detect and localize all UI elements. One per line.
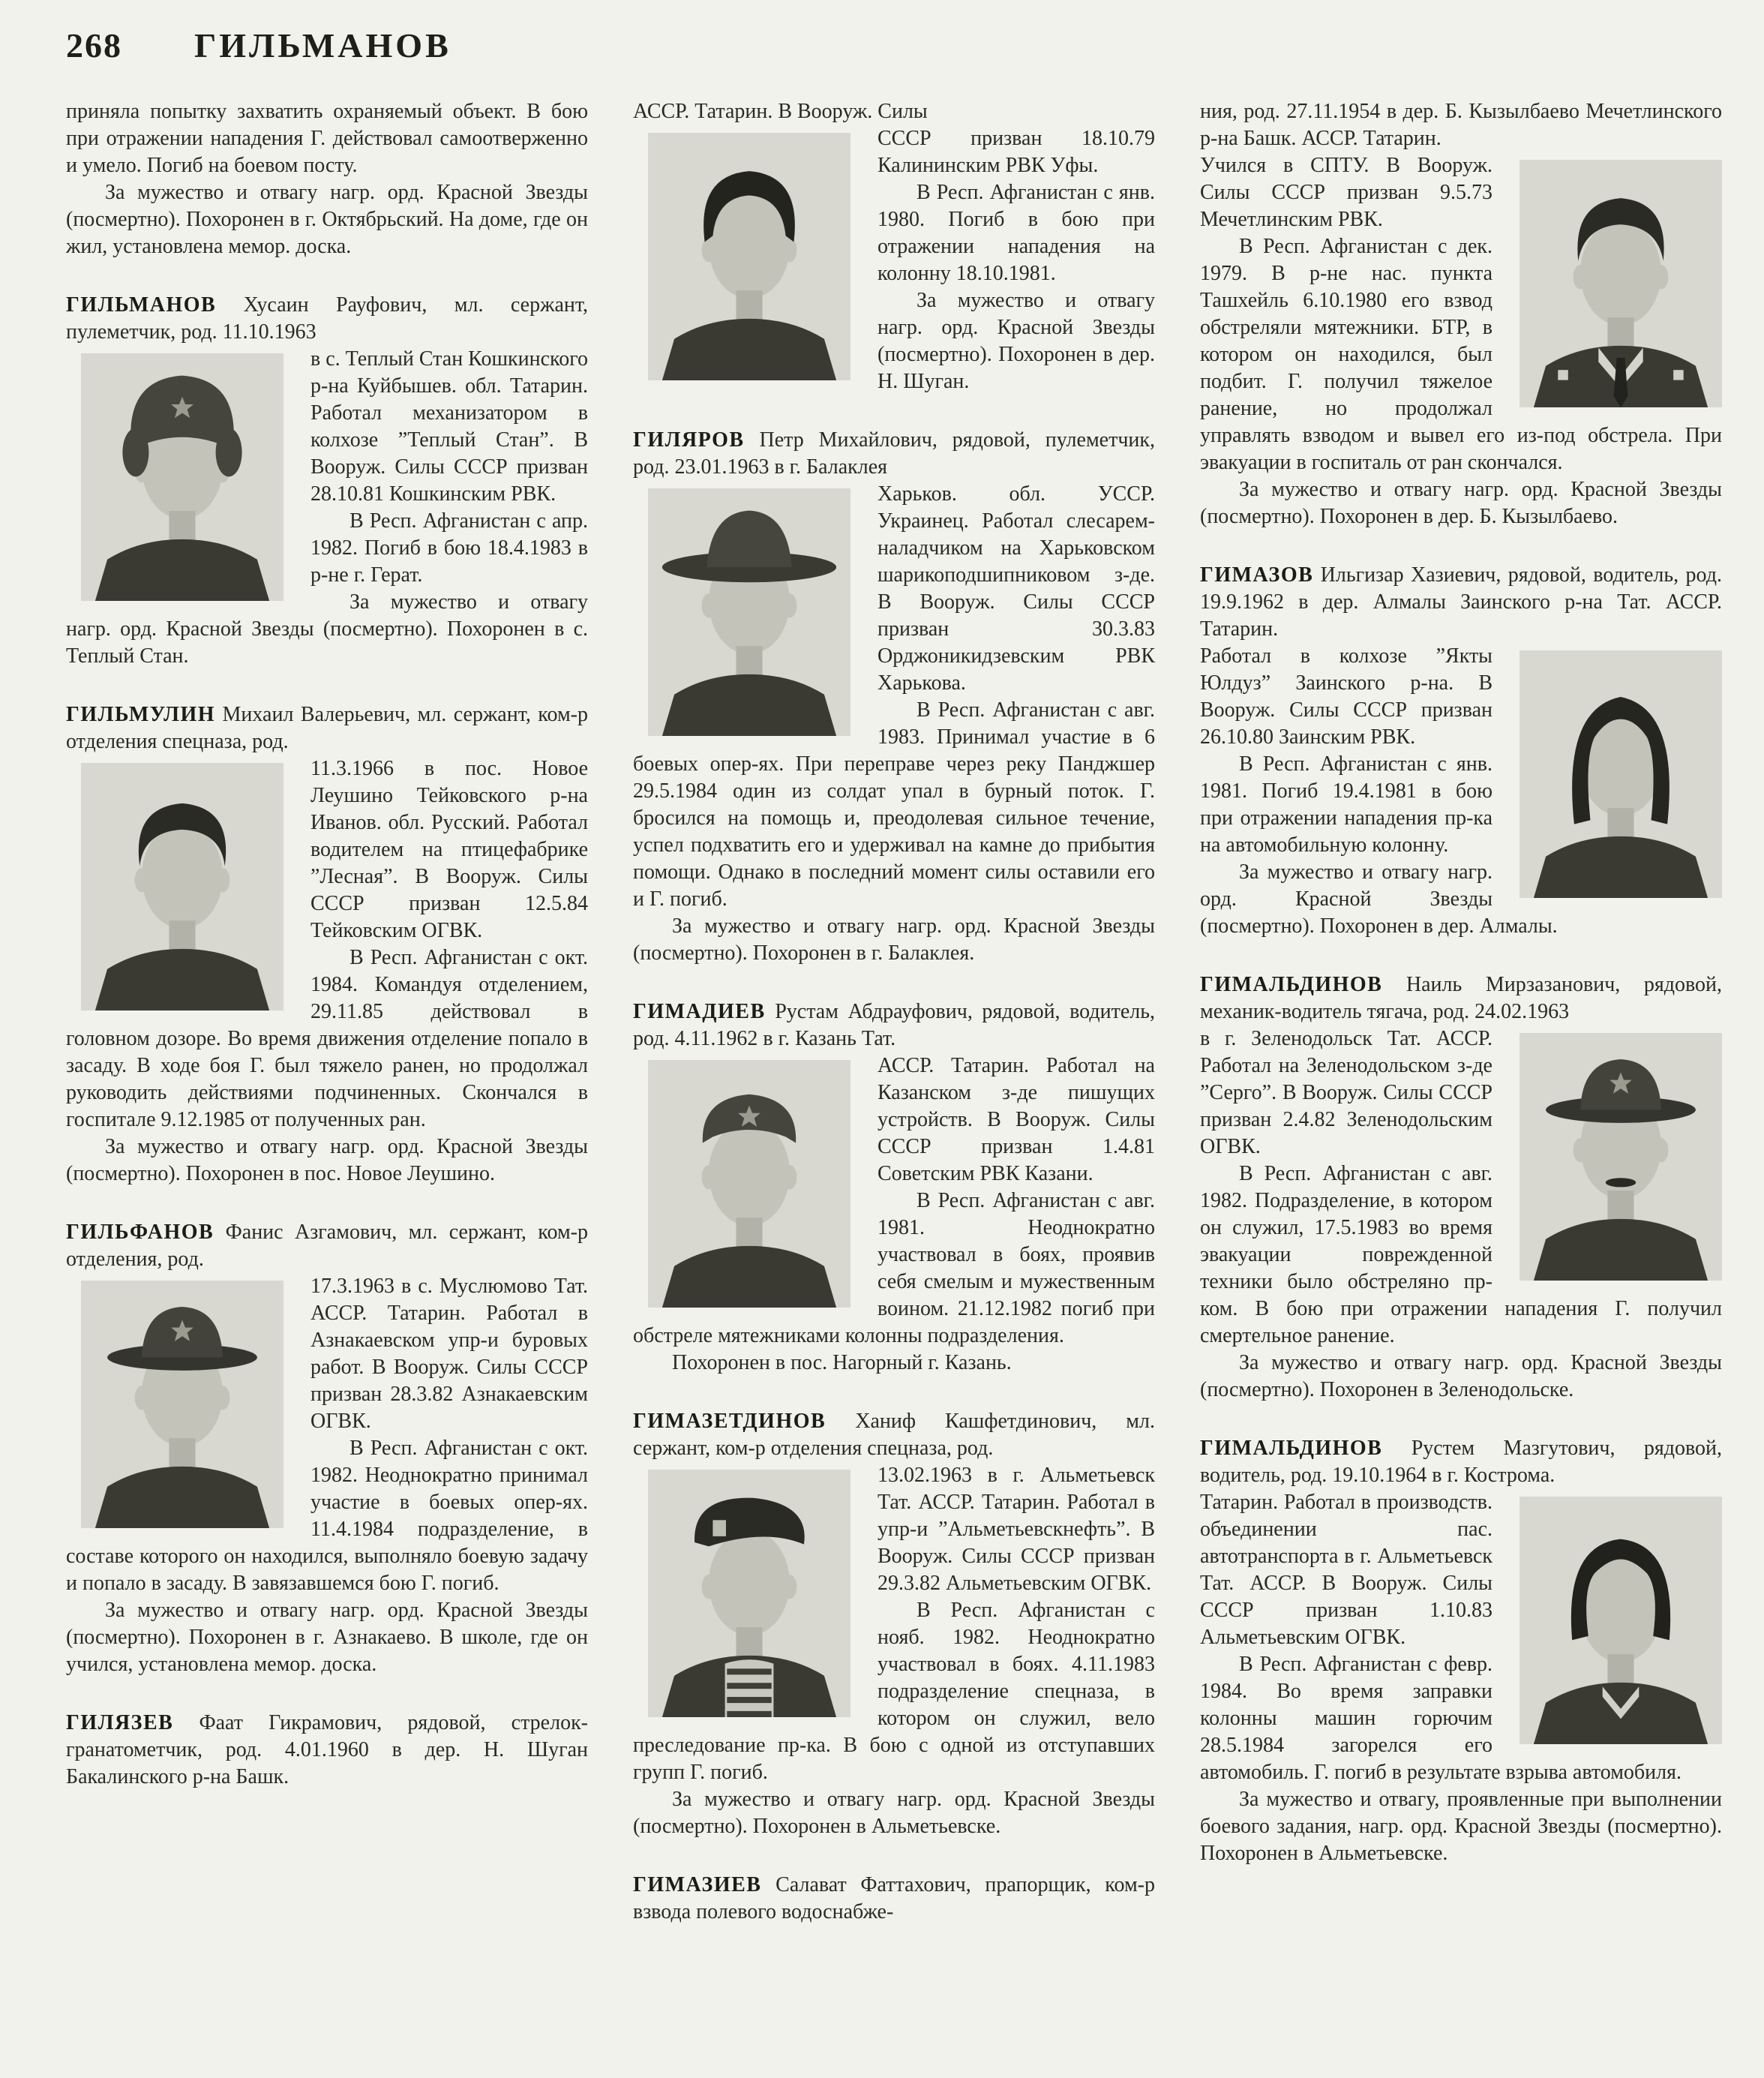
column-3 (1200, 98, 1722, 1867)
entry-text: 17.3.1963 в с. Муслюмово Тат. АССР. Татарин. Работал в Азнакаевском упр-и буровых работ. В Вооруж. Силы СССР призван 28.3.82 Азнакаевским ОГВК. (310, 1275, 588, 1433)
entry-text: В Респ. Афганистан с апр. 1982. Погиб в бою 18.4.1983 в р-не г. Герат. (310, 509, 588, 587)
entry-gimaldinov-nail (1200, 971, 1722, 1404)
portrait-photo (81, 763, 284, 1010)
entry-text: В Респ. Афганистан с авг. 1983. Принимал участие в 6 боевых опер-ях. При переправе через реку Панджшер 29.5.1984 один из солдат упал в бурный поток. Г. бросился на помощь и, преодолевая сильное течение, успел подхватить его и удерживал на камне до прибытия помощи. Однако в последний момент силы оставили его и Г. погиб. (633, 698, 1155, 911)
entry-text: В Респ. Афганистан с дек. 1979. В р-не нас. пункта Ташхейль 6.10.1980 его взвод обстреляли мятежники. БТР, в котором он находился, был подбит. Г. получил тяжелое ранение, но продолжал управлять взводом и вывел его из-под обстрела. При эвакуации в госпиталь от ран скончался. (1200, 235, 1722, 474)
entry-gimazetdinov (633, 1408, 1155, 1840)
portrait-photo (648, 133, 850, 380)
entry-text: В Респ. Афганистан с авг. 1981. Неоднократно участвовал в боях, проявив себя смелым и мужественным воином. 21.12.1982 погиб при обстреле мятежниками колонны подразделения. (633, 1189, 1155, 1347)
entry-gilyazev-start (66, 1710, 588, 1791)
entry-text: Харьков. обл. УССР. Украинец. Работал слесарем-наладчиком на Харьковском шарикоподшипниковом з-де. В Вооруж. Силы СССР призван 30.3.83 Орджоникидзевским РВК Харькова. (878, 482, 1155, 695)
entry-text: За мужество и отвагу нагр. орд. Красной Звезды (посмертно). Похоронен в дер. Н. Шуган. (878, 289, 1155, 393)
entry-head-text: Рустам Абдрауфович, рядовой, водитель, род. 4.11.1962 в г. Казань Тат. (633, 1000, 1155, 1050)
entry-flow (66, 1273, 588, 1678)
entry-heading (66, 1219, 588, 1273)
portrait-photo (81, 1281, 284, 1528)
entry-heading (1200, 1435, 1722, 1489)
entry-gimaziev-continued (1200, 98, 1722, 530)
entry-text: За мужество и отвагу нагр. орд. Красной Звезды (посмертно). Похоронен в пос. Новое Леушино. (66, 1135, 588, 1185)
entry-name: ГИМАЗОВ (1200, 563, 1314, 587)
entry-gimadiev (633, 998, 1155, 1377)
entry-head-text: Михаил Валерьевич, мл. сержант, ком-р отделения спецназа, род. (66, 703, 588, 753)
entry-text: В Респ. Афганистан с янв. 1981. Погиб 19.4.1981 в бою при отражении нападения пр-ка на автомобильную колонну. (1200, 752, 1492, 857)
entry-text: За мужество и отвагу нагр. орд. Красной Звезды (посмертно). Похоронен в г. Балаклея. (633, 914, 1155, 965)
running-title: ГИЛЬМАНОВ (194, 26, 452, 65)
entry-gimaldinov-rustem (1200, 1435, 1722, 1867)
entry-text: Работал в колхозе ”Якты Юлдуз” Заинского р-на. В Вооруж. Силы СССР призван 26.10.80 Заинским РВК. (1200, 644, 1492, 749)
entry-gilmulin (66, 701, 588, 1188)
portrait-photo (648, 488, 850, 736)
column-1 (66, 98, 588, 1791)
entry-flow (633, 1462, 1155, 1840)
entry-text: Похоронен в пос. Нагорный г. Казань. (672, 1351, 1012, 1374)
entry-flow (66, 346, 588, 670)
entry-name: ГИЛЬМУЛИН (66, 703, 216, 726)
entry-gimaziev-start (633, 1872, 1155, 1926)
entry-text: АССР. Татарин. Работал на Казанском з-де пишущих устройств. В Вооруж. Силы СССР призван 1.4.81 Советским РВК Казани. (878, 1054, 1155, 1185)
entry-text: в г. Зеленодольск Тат. АССР. Работал на Зеленодольском з-де ”Серго”. В Вооруж. Силы СССР призван 2.4.82 Зеленодольским ОГВК. (1200, 1027, 1492, 1158)
entry-text: В Респ. Афганистан с авг. 1982. Подразделение, в котором он служил, 17.5.1983 во время эвакуации поврежденной техники было обстреляно пр-ком. В бою при отражении нападения Г. получил смертельное ранение. (1200, 1162, 1722, 1347)
page-header (66, 26, 1722, 65)
entry-name: ГИМАДИЕВ (633, 1000, 766, 1023)
entry-text: За мужество и отвагу нагр. орд. Красной Звезды (посмертно). Похоронен в г. Октябрьский. На доме, где он жил, установлена мемор. доска. (66, 181, 588, 258)
entry-flow (1200, 152, 1722, 530)
entry-head-text: Петр Михайлович, рядовой, пулеметчик, род. 23.01.1963 в г. Балаклея (633, 428, 1155, 479)
entry-text: ния, род. 27.11.1954 в дер. Б. Кызылбаево Мечетлинского р-на Башк. АССР. Татарин. (1200, 100, 1722, 150)
entry-heading (1200, 971, 1722, 1025)
entry-heading (633, 427, 1155, 481)
entry-name: ГИМАЛЬДИНОВ (1200, 973, 1383, 996)
entry-text: в с. Теплый Стан Кошкинского р-на Куйбышев. обл. Татарин. Работал механизатором в колхозе ”Теплый Стан”. В Вооруж. Силы СССР призван 28.10.81 Кошкинским РВК. (310, 347, 588, 506)
entry-gilyarov (633, 427, 1155, 967)
entry-gimazov (1200, 562, 1722, 940)
entry-name: ГИЛЯРОВ (633, 428, 745, 452)
portrait-photo (1520, 160, 1722, 407)
entry-text: АССР. Татарин. В Вооруж. Силы (633, 100, 928, 123)
entry-text: приняла попытку захватить охраняемый объект. В бою при отражении нападения Г. действовал самоотверженно и умело. Погиб на боевом посту. (66, 100, 588, 177)
entry-name: ГИЛЬФАНОВ (66, 1221, 214, 1244)
entry-text: 11.3.1966 в пос. Новое Леушино Тейковского р-на Иванов. обл. Русский. Работал водителем на птицефабрике ”Лесная”. В Вооруж. Силы СССР призван 12.5.84 Тейковским ОГВК. (310, 757, 588, 942)
portrait-photo (648, 1060, 850, 1308)
entry-heading (66, 1710, 588, 1791)
columns (66, 98, 1722, 1926)
entry-flow (1200, 1025, 1722, 1404)
carryover-entry (66, 98, 588, 260)
entry-head-text: Фаат Гикрамович, рядовой, стрелок-гранатометчик, род. 4.01.1960 в дер. Н. Шуган Бакалинского р-на Башк. (66, 1711, 588, 1788)
entry-head-text: Ханиф Кашфетдинович, мл. сержант, ком-р отделения спецназа, род. (633, 1410, 1155, 1460)
entry-heading (633, 1872, 1155, 1926)
entry-head-text: Фанис Азгамович, мл. сержант, ком-р отделения, род. (66, 1221, 588, 1271)
entry-name: ГИЛЬМАНОВ (66, 293, 217, 317)
entry-heading (633, 1408, 1155, 1462)
column-2 (633, 98, 1155, 1926)
entry-flow (633, 125, 1155, 395)
entry-name: ГИЛЯЗЕВ (66, 1711, 174, 1734)
entry-text: За мужество и отвагу нагр. орд. Красной Звезды (посмертно). Похоронен в г. Азнакаево. В школе, где он учился, установлена мемор. доска. (66, 1599, 588, 1676)
entry-text: В Респ. Афганистан с февр. 1984. Во время заправки колонны машин горючим 28.5.1984 загорелся его автомобиль. Г. погиб в результате взрыва автомобиля. (1200, 1653, 1682, 1784)
entry-flow (633, 481, 1155, 967)
entry-flow (1200, 643, 1722, 940)
entry-text: В Респ. Афганистан с нояб. 1982. Неоднократно участвовал в боях. 4.11.1983 подразделение спецназа, в котором он служил, вело преследование пр-ка. В бою с одной из отступавших групп Г. погиб. (633, 1599, 1155, 1784)
entry-text: СССР призван 18.10.79 Калининским РВК Уфы. (878, 127, 1155, 177)
portrait-photo (81, 353, 284, 601)
entry-text: Татарин. Работал в производств. объединении пас. автотранспорта в г. Альметьевск Тат. АССР. В Вооруж. Силы СССР призван 1.10.83 Альметьевским ОГВК. (1200, 1491, 1492, 1649)
entry-name: ГИМАЛЬДИНОВ (1200, 1437, 1383, 1460)
entry-heading (66, 292, 588, 346)
entry-text: За мужество и отвагу нагр. орд. Красной Звезды (посмертно). Похоронен в Альметьевске. (633, 1788, 1155, 1838)
entry-text: В Респ. Афганистан с янв. 1980. Погиб в бою при отражении нападения на колонну 18.10.1981. (878, 181, 1155, 285)
entry-head-text: Салават Фаттахович, прапорщик, ком-р взвода полевого водоснабже- (633, 1873, 1155, 1923)
entry-text: В Респ. Афганистан с окт. 1982. Неоднократно принимал участие в боевых опер-ях. 11.4.1984 подразделение, в составе которого он находился, выполняло боевую задачу и попало в засаду. В завязавшемся бою Г. погиб. (66, 1437, 588, 1595)
entry-gilfanov (66, 1219, 588, 1678)
entry-heading (633, 998, 1155, 1053)
entry-heading (66, 701, 588, 755)
entry-name: ГИМАЗИЕВ (633, 1873, 762, 1896)
entry-gilmanov (66, 292, 588, 670)
entry-text: Учился в СПТУ. В Вооруж. Силы СССР призван 9.5.73 Мечетлинским РВК. (1200, 154, 1492, 231)
entry-text: За мужество и отвагу нагр. орд. Красной Звезды (посмертно). Похоронен в дер. Б. Кызылбаево. (1200, 478, 1722, 528)
entry-text: За мужество и отвагу нагр. орд. Красной Звезды (посмертно). Похоронен в с. Теплый Стан. (66, 590, 588, 668)
entry-head-text: Ильгизар Хазиевич, рядовой, водитель, род. 19.9.1962 в дер. Алмалы Заинского р-на Тат. АССР. Татарин. (1200, 563, 1722, 641)
entry-heading (1200, 562, 1722, 643)
entry-text: 13.02.1963 в г. Альметьевск Тат. АССР. Татарин. Работал в упр-и ”Альметьевскнефть”. В Вооруж. Силы СССР призван 29.3.82 Альметьевским ОГВК. (878, 1464, 1155, 1595)
portrait-photo (1520, 1033, 1722, 1281)
entry-text: В Респ. Афганистан с окт. 1984. Командуя отделением, 29.11.85 действовал в головном дозоре. Во время движения отделение попало в засаду. В ходе боя Г. был тяжело ранен, но продолжал руководить действиями подчиненных. Скончался в госпитале 9.12.1985 от полученных ран. (66, 946, 588, 1131)
page-number: 268 (66, 26, 122, 65)
entry-head-text: Рустем Мазгутович, рядовой, водитель, род. 19.10.1964 в г. Кострома. (1200, 1437, 1722, 1487)
entry-flow (633, 1053, 1155, 1377)
entry-text: За мужество и отвагу, проявленные при выполнении боевого задания, нагр. орд. Красной Звезды (посмертно). Похоронен в Альметьевске. (1200, 1788, 1722, 1865)
entry-name: ГИМАЗЕТДИНОВ (633, 1410, 826, 1433)
entry-text: За мужество и отвагу нагр. орд. Красной Звезды (посмертно). Похоронен в Зеленодольске. (1200, 1351, 1722, 1401)
entry-flow (1200, 1489, 1722, 1867)
portrait-photo (648, 1470, 850, 1717)
entry-flow (66, 755, 588, 1188)
portrait-photo (1520, 1497, 1722, 1744)
entry-gilyazev-continued (633, 98, 1155, 395)
entry-head-text: Наиль Мирзазанович, рядовой, механик-водитель тягача, род. 24.02.1963 (1200, 973, 1722, 1023)
portrait-photo (1520, 650, 1722, 898)
entry-head-text: Хусаин Рауфович, мл. сержант, пулеметчик, род. 11.10.1963 (66, 293, 588, 344)
entry-text: За мужество и отвагу нагр. орд. Красной Звезды (посмертно). Похоронен в дер. Алмалы. (1200, 860, 1558, 938)
